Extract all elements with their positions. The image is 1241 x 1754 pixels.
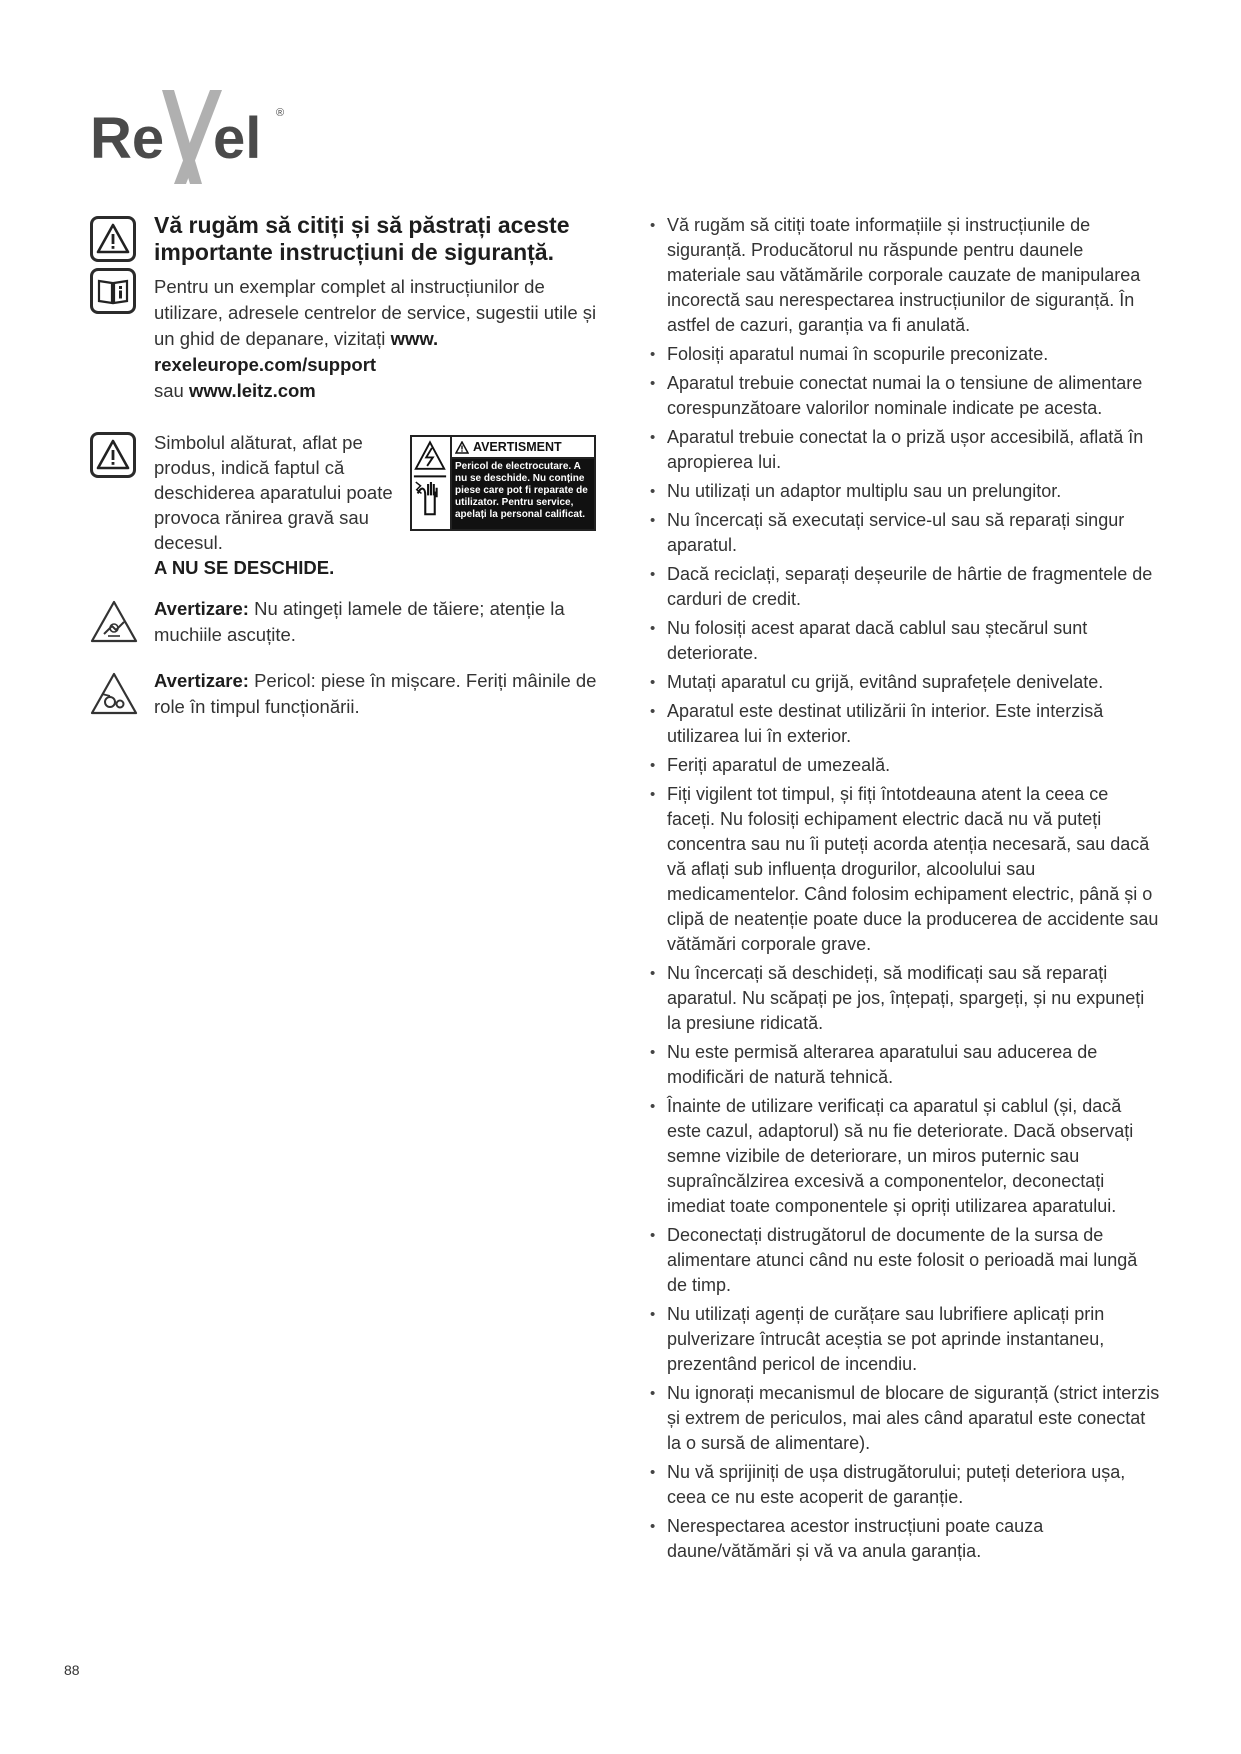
list-item: • Aparatul trebuie conectat la o priză ușor accesibilă, aflată în apropierea lui. xyxy=(650,425,1160,475)
right-column xyxy=(650,213,1160,1568)
moving-parts-hazard-icon xyxy=(90,672,138,716)
list-item: • Mutați aparatul cu grijă, evitând suprafețele denivelate. xyxy=(650,670,1160,695)
leitz-url[interactable]: www.leitz.com xyxy=(188,380,316,401)
list-item: • Nu este permisă alterarea aparatului sau aducerea de modificări de natură tehnică. xyxy=(650,1040,1160,1090)
list-item: • Feriți aparatul de umezeală. xyxy=(650,753,1160,778)
blade-warning-text: Avertizare: Nu atingeți lamele de tăiere; atenție la muchiile ascuțite. xyxy=(154,598,565,645)
blade-hazard-icon xyxy=(90,600,138,644)
warning-label-body: Pericol de electrocutare. A nu se deschide. Nu conține piese care pot fi reparate de utilizator. Pentru service, apelați la personal calificat. xyxy=(452,459,594,529)
list-item: • Nu folosiți acest aparat dacă cablul sau ștecărul sunt deteriorate. xyxy=(650,616,1160,666)
list-item: • Aparatul trebuie conectat numai la o tensiune de alimentare corespunzătoare valorilor nominale indicate pe acesta. xyxy=(650,371,1160,421)
list-item: • Nu încercați să deschideți, să modificați sau să reparați aparatul. Nu scăpați pe jos, înțepați, spargeți, și nu expuneți la presiune ridicată. xyxy=(650,961,1160,1036)
moving-parts-warning-block xyxy=(90,668,610,720)
list-item: • Nu utilizați un adaptor multiplu sau un prelungitor. xyxy=(650,479,1160,504)
or-text: sau xyxy=(154,380,189,401)
list-item: • Nu vă sprijiniți de ușa distrugătorului; puteți deteriora ușa, ceea ce nu este acoperit de garanție. xyxy=(650,1460,1160,1510)
warning-triangle-icon xyxy=(455,441,469,454)
shock-hand-icon xyxy=(412,437,452,529)
rexel-logo xyxy=(90,88,290,188)
moving-parts-warning-text: Avertizare: Pericol: piese în mișcare. Feriți mâinile de role în timpul funcționării. xyxy=(154,670,597,717)
list-item: • Înainte de utilizare verificați ca aparatul și cablul (și, dacă este cazul, adaptorul) să nu fie deteriorate. Dacă observați semne vizibile de deteriorare, un miros puternic sau supraîncălzirea excesivă a componentelor, deconectați imediat toate componentele și opriți utilizarea aparatului. xyxy=(650,1094,1160,1219)
do-not-open-text: A NU SE DESCHIDE. xyxy=(154,557,335,578)
list-item: • Nu utilizați agenți de curățare sau lubrifiere aplicați prin pulverizare întrucât aceștia se pot aprinde instantaneu, prezentând pericol de incendiu. xyxy=(650,1302,1160,1377)
manual-book-icon xyxy=(90,268,136,314)
intro-block xyxy=(90,212,610,404)
safety-instructions-list xyxy=(650,213,1160,1564)
warning-triangle-icon xyxy=(90,216,136,262)
list-item: • Vă rugăm să citiți toate informațiile și instrucțiunile de siguranță. Producătorul nu răspunde pentru daunele materiale sau vătămările corporale cauzate de manipularea incorectă sau nerespectarea instrucțiunilor de siguranță. În astfel de cazuri, garanția va fi anulată. xyxy=(650,213,1160,338)
svg-text:Re: Re xyxy=(90,106,165,171)
list-item: • Dacă reciclați, separați deșeurile de hârtie de fragmentele de carduri de credit. xyxy=(650,562,1160,612)
svg-text:el: el xyxy=(213,106,262,171)
warning-label xyxy=(410,435,596,531)
intro-paragraph xyxy=(154,274,610,404)
list-item: • Nu încercați să executați service-ul sau să reparați singur aparatul. xyxy=(650,508,1160,558)
warning-label-header xyxy=(452,437,594,459)
intro-text: Pentru un exemplar complet al instrucțiunilor de utilizare, adresele centrelor de service, sugestii utile și un ghid de depanare, vizitați xyxy=(154,276,597,349)
blade-warning-block xyxy=(90,596,610,648)
list-item: • Deconectați distrugătorul de documente de la sursa de alimentare atunci când nu este folosit o perioadă mai lungă de timp. xyxy=(650,1223,1160,1298)
list-item: • Nu ignorați mecanismul de blocare de siguranță (strict interzis și extrem de periculos, mai ales când aparatul este conectat la o sursă de alimentare). xyxy=(650,1381,1160,1456)
page-title: Vă rugăm să citiți și să păstrați aceste importante instrucțiuni de siguranță. xyxy=(154,212,570,265)
symbol-note-text: Simbolul alăturat, aflat pe produs, indică faptul că deschiderea aparatului poate provoca rănirea gravă sau decesul. A NU SE DESCHIDE. xyxy=(154,432,393,578)
page-number: 88 xyxy=(64,1662,80,1678)
list-item: • Aparatul este destinat utilizării în interior. Este interzisă utilizarea lui în exterior. xyxy=(650,699,1160,749)
symbol-note-block xyxy=(90,430,610,582)
list-item: • Nerespectarea acestor instrucțiuni poate cauza daune/vătămări și vă va anula garanția. xyxy=(650,1514,1160,1564)
warning-triangle-icon xyxy=(90,432,136,478)
list-item: • Fiți vigilent tot timpul, și fiți întotdeauna atent la ceea ce faceți. Nu folosiți echipament electric dacă nu vă puteți concentra sau nu îi puteți acorda atenția necesară, sau dacă vă aflați sub influența drogurilor, alcoolului sau medicamentelor. Când folosim echipament electric, până și o clipă de neatenție poate duce la producerea de accidente sau vătămări corporale grave. xyxy=(650,782,1160,957)
support-url[interactable]: www. rexeleurope.com/support xyxy=(154,328,439,375)
registered-mark: ® xyxy=(276,107,285,119)
list-item: • Folosiți aparatul numai în scopurile preconizate. xyxy=(650,342,1160,367)
left-column xyxy=(90,212,610,720)
warning-label-title: AVERTISMENT xyxy=(473,440,562,454)
